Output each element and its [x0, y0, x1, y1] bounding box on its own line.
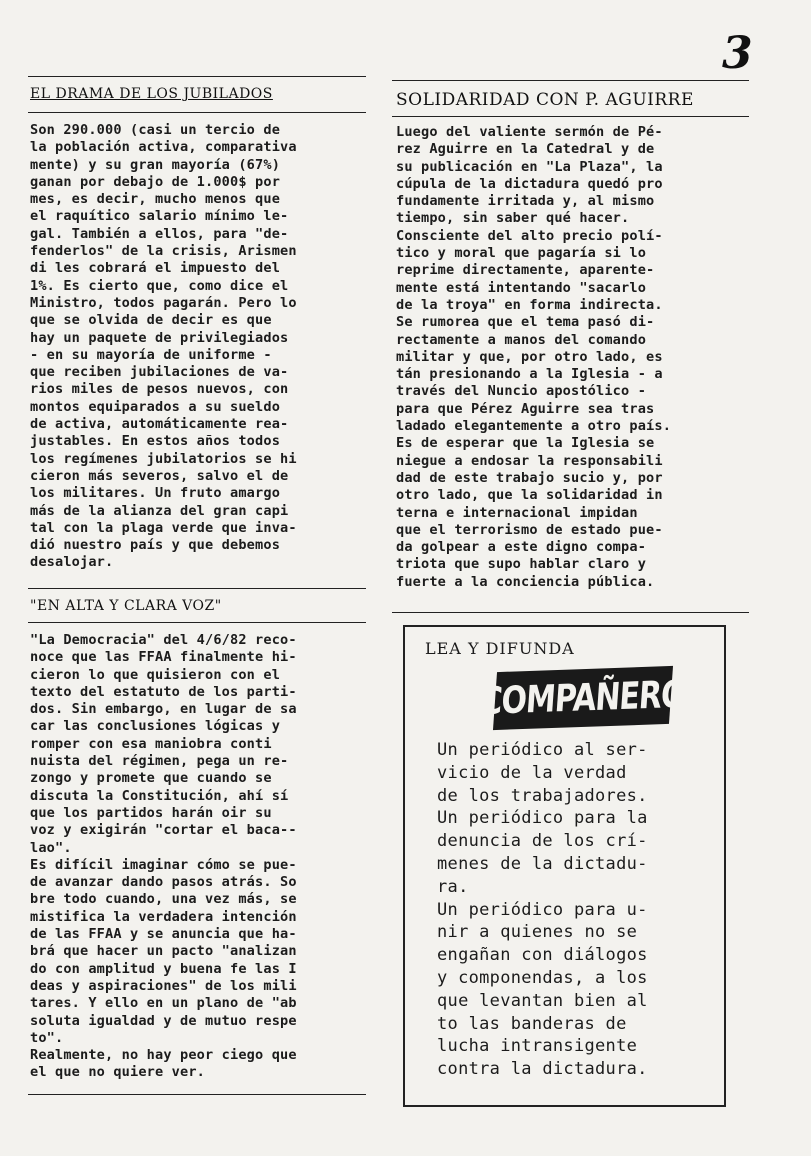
advertisement-box — [403, 625, 726, 1107]
section-rule-ad — [392, 612, 749, 613]
companero-logo — [478, 666, 688, 730]
article-title-aguirre: SOLIDARIDAD CON P. AGUIRRE — [396, 90, 694, 110]
ad-header: LEA Y DIFUNDA — [425, 639, 575, 658]
section-rule-alta-voz — [28, 588, 366, 589]
title-rule-jubilados — [28, 112, 366, 113]
page-number: 3 — [722, 28, 753, 79]
logo-text: COMPAÑERO — [478, 672, 688, 724]
title-rule-alta-voz — [28, 622, 366, 623]
title-rule-aguirre — [392, 116, 749, 117]
article-body-alta-voz: "La Democracia" del 4/6/82 reco- noce que las FFAA finalmente hi- cieron lo que quisieron con el texto del estatuto de los parti- dos. Sin embargo, en lugar de sa car las conclusiones lógicas y romper con esa maniobra conti nuista del régimen, pega un re- zongo y promete que cuando se discuta la Constitución, ahí sí que los partidos harán oir su voz y exigirán "cortar el baca-- lao". Es difícil imaginar cómo se pue- de avanzar dando pasos atrás. So bre todo cuando, una vez más, se mistifica la verdadera intención de las FFAA y se anuncia que ha- brá que hacer un pacto "analizan do con amplitud y buena fe las I deas y aspiraciones" de los mili tares. Y ello en un plano de "ab soluta igualdad y de mutuo respe to". Realmente, no hay peor ciego que el que no quiere ver. — [30, 632, 297, 1081]
top-rule-left — [28, 76, 366, 77]
article-body-jubilados: Son 290.000 (casi un tercio de la población activa, comparativa mente) y su gran mayoría (67%) ganan por debajo de 1.000$ por mes, es decir, mucho menos que el raquítico salario mínimo le- gal. También a ellos, para "de- fenderlos" de la crisis, Arismen di les cobrará el impuesto del 1%. Es cierto que, como dice el Ministro, todos pagarán. Pero lo que se olvida de decir es que hay un paquete de privilegiados - en su mayoría de uniforme - que reciben jubilaciones de va- rios miles de pesos nuevos, con montos equiparados a su sueldo de activa, automáticamente rea- justables. En estos años todos los regímenes jubilatorios se hi cieron más severos, salvo el de los militares. Un fruto amargo más de la alianza del gran capi tal con la plaga verde que inva- dió nuestro país y que debemos desalojar. — [30, 122, 297, 571]
ad-body: Un periódico al ser- vicio de la verdad de los trabajadores. Un periódico para la denuncia de los crí- menes de la dictadu- ra. Un periódico para u- nir a quienes no se engañan con diálogos y componendas, a los que levantan bien al to las banderas de lucha intransigente contra la dictadura. — [437, 740, 648, 1080]
article-body-aguirre: Luego del valiente sermón de Pé- rez Aguirre en la Catedral y de su publicación en "La Plaza", la cúpula de la dictadura quedó pro fundamente irritada y, al mismo tiempo, sin saber qué hacer. Consciente del alto precio polí- tico y moral que pagaría si lo reprime directamente, aparente- mente está intentando "sacarlo de la troya" en forma indirecta. Se rumorea que el tema pasó di- rectamente a manos del comando militar y que, por otro lado, es tán presionando a la Iglesia - a través del Nuncio apostólico - para que Pérez Aguirre sea tras ladado elegantemente a otro país. Es de esperar que la Iglesia se niegue a endosar la responsabili dad de este trabajo sucio y, por otro lado, que la solidaridad in terna e internacional impidan que el terrorismo de estado pue- da golpear a este digno compa- triota que supo hablar claro y fuerte a la conciencia pública. — [396, 124, 672, 590]
bottom-rule-left — [28, 1094, 366, 1095]
article-title-jubilados: EL DRAMA DE LOS JUBILADOS — [30, 86, 273, 102]
top-rule-right — [392, 80, 749, 81]
article-title-alta-voz: "EN ALTA Y CLARA VOZ" — [30, 598, 222, 614]
